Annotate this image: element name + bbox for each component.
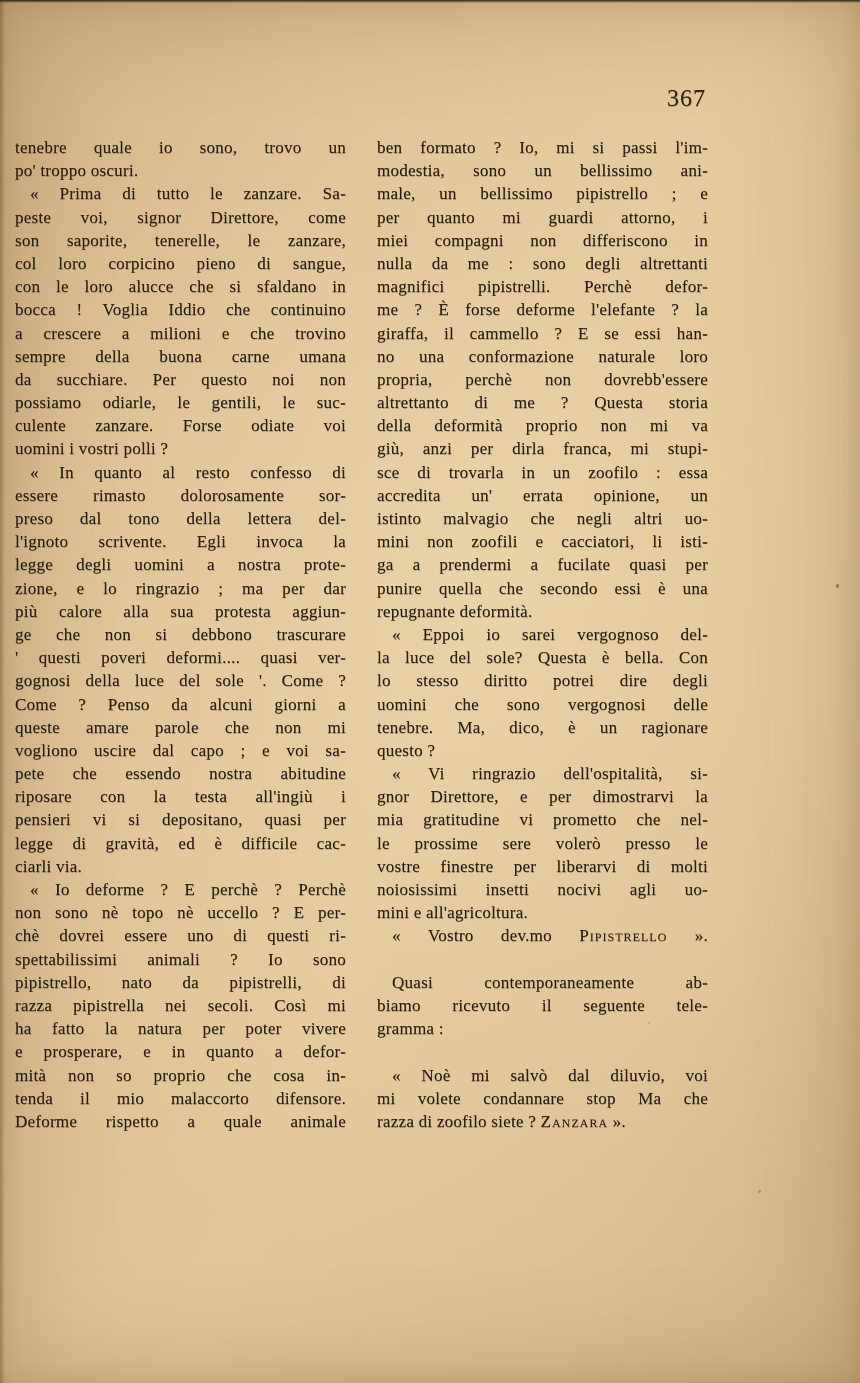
text-line: biamo ricevuto il seguente tele-	[377, 995, 708, 1015]
signature-smallcaps: Pipistrello	[579, 926, 668, 946]
text-line: non sono nè topo nè uccello ? E per-	[15, 903, 346, 923]
text-line: la luce del sole? Questa è bella. Con	[377, 648, 708, 668]
text-line: gramma :	[377, 1019, 444, 1039]
text-line: questo ?	[377, 740, 436, 760]
text-line: riposare con la testa all'ingiù i	[15, 787, 346, 807]
text-line: lo stesso diritto potrei dire degli	[377, 671, 708, 691]
text-line: « Vi ringrazio dell'ospitalità, si-	[392, 764, 708, 784]
text-line: mini non zoofili e cacciatori, li isti-	[377, 532, 708, 552]
text-line	[377, 1110, 708, 1133]
text-line: mia gratitudine vi prometto che nel-	[377, 810, 708, 830]
text-segment: ».	[667, 926, 708, 946]
text-line: modestia, sono un bellissimo ani-	[377, 161, 708, 181]
text-line: le prossime sere volerò presso le	[377, 833, 708, 853]
text-line: uomini che sono vergognosi delle	[377, 694, 708, 714]
text-line: son saporite, tenerelle, le zanzare,	[15, 230, 346, 250]
text-line: mi volete condannare stop Ma che	[377, 1088, 708, 1108]
text-line: punire quella che secondo essi è una	[377, 578, 708, 598]
text-line: uomini i vostri polli ?	[15, 439, 169, 459]
text-line: chè dovrei essere uno di questi ri-	[15, 926, 346, 946]
text-line: accredita un' errata opinione, un	[377, 485, 708, 505]
blank-line	[377, 948, 708, 971]
text-line: mini e all'agricoltura.	[377, 903, 529, 923]
text-line: più calore alla sua protesta aggiun-	[15, 601, 346, 621]
text-line	[377, 924, 708, 947]
text-line: col loro corpicino pieno di sangue,	[15, 253, 346, 273]
text-line: nulla da me : sono degli altrettanti	[377, 253, 708, 273]
text-line: ' questi poveri deformi.... quasi ver-	[15, 648, 346, 668]
text-line: preso dal tono della lettera del-	[15, 509, 346, 528]
text-line: pensieri vi si depositano, quasi per	[15, 810, 346, 830]
text-line: Deforme rispetto a quale animale	[15, 1111, 346, 1131]
text-line: razza pipistrella nei secoli. Così mi	[15, 995, 346, 1015]
text-line: possiamo odiarle, le gentili, le suc-	[15, 393, 346, 413]
text-line: gnor Direttore, e per dimostrarvi la	[377, 787, 708, 807]
text-line: della deformità proprio non mi va	[377, 416, 708, 436]
text-line: « In quanto al resto confesso di	[30, 462, 346, 482]
text-line: legge degli uomini a nostra prote-	[15, 555, 346, 575]
text-line: repugnante deformità.	[377, 601, 533, 621]
text-line: vostre finestre per liberarvi di molti	[377, 856, 708, 876]
page-number: 367	[667, 86, 706, 112]
text-line: sempre della buona carne umana	[15, 346, 346, 366]
text-line: me ? È forse deforme l'elefante ? la	[377, 300, 708, 320]
text-line: peste voi, signor Direttore, come	[15, 207, 346, 227]
text-line: « Io deforme ? E perchè ? Perchè	[30, 880, 346, 899]
scan-edge-top	[0, 0, 860, 3]
text-segment: ».	[608, 1111, 626, 1131]
text-line: propria, perchè non dovrebb'essere	[377, 369, 708, 389]
text-line: con le loro alucce che si sfaldano in	[15, 277, 346, 297]
blank-line	[377, 1040, 708, 1063]
text-line: male, un bellissimo pipistrello ; e	[377, 184, 708, 204]
text-line: gognosi della luce del sole '. Come ?	[15, 671, 346, 691]
text-line: per quanto mi guardi attorno, i	[377, 207, 708, 227]
text-line: a crescere a milioni e che trovino	[15, 323, 346, 343]
text-line: vogliono uscire dal capo ; e voi sa-	[15, 740, 346, 760]
text-line: altrettanto di me ? Questa storia	[377, 393, 708, 413]
text-line: magnifici pipistrelli. Perchè defor-	[377, 277, 708, 297]
text-line: giraffa, il cammello ? E se essi han-	[377, 323, 708, 343]
text-column-right	[377, 136, 708, 1133]
text-line: culente zanzare. Forse odiate voi	[15, 416, 346, 436]
text-line: legge di gravità, ed è difficile cac-	[15, 833, 346, 853]
text-segment: razza di zoofilo siete ?	[377, 1111, 541, 1131]
text-column-left	[15, 136, 346, 1133]
paper-speck	[836, 584, 839, 588]
text-line: Quasi contemporaneamente ab-	[392, 972, 708, 992]
text-line: spettabilissimi animali ? Io sono	[15, 949, 346, 969]
text-line: l'ignoto scrivente. Egli invoca la	[15, 532, 346, 552]
text-line: miei compagni non differiscono in	[377, 230, 708, 250]
text-line: tenebre quale io sono, trovo un	[15, 138, 346, 157]
text-line: essere rimasto dolorosamente sor-	[15, 485, 346, 505]
text-line: sce di trovarla in un zoofilo : essa	[377, 462, 708, 482]
text-line: « Eppoi io sarei vergognoso del-	[392, 624, 708, 644]
text-line: pipistrello, nato da pipistrelli, di	[15, 972, 346, 992]
text-line: ben formato ? Io, mi si passi l'im-	[377, 138, 708, 157]
text-line: po' troppo oscuri.	[15, 161, 139, 181]
text-line: ha fatto la natura per poter vivere	[15, 1019, 346, 1039]
text-line: bocca ! Voglia Iddio che continuino	[15, 300, 346, 320]
signature-smallcaps: Zanzara	[540, 1111, 609, 1131]
text-line: « Prima di tutto le zanzare. Sa-	[30, 184, 346, 204]
text-line: zione, e lo ringrazio ; ma per dar	[15, 578, 346, 598]
text-line: « Noè mi salvò dal diluvio, voi	[392, 1065, 708, 1085]
text-line: e prosperare, e in quanto a defor-	[15, 1042, 346, 1062]
text-line: ge che non si debbono trascurare	[15, 624, 346, 644]
scan-edge-left	[0, 0, 5, 1383]
text-line: da succhiare. Per questo noi non	[15, 369, 346, 389]
text-line: noiosissimi insetti nocivi agli uo-	[377, 880, 708, 899]
text-segment: « Vostro dev.mo	[392, 926, 580, 946]
text-line: mità non so proprio che cosa in-	[15, 1065, 346, 1085]
text-line: queste amare parole che non mi	[15, 717, 346, 737]
text-line: giù, anzi per dirla franca, mi stupi-	[377, 439, 708, 459]
paper-speck	[758, 1190, 761, 1193]
text-line: istinto malvagio che negli altri uo-	[377, 509, 708, 528]
text-line: ciarli via.	[15, 856, 82, 876]
text-line: tenda il mio malaccorto difensore.	[15, 1088, 346, 1108]
text-line: Come ? Penso da alcuni giorni a	[15, 694, 346, 714]
text-line: pete che essendo nostra abitudine	[15, 764, 346, 784]
text-line: ga a prendermi a fucilate quasi per	[377, 555, 708, 575]
text-line: no una conformazione naturale loro	[377, 346, 708, 366]
text-line: tenebre. Ma, dico, è un ragionare	[377, 717, 708, 737]
